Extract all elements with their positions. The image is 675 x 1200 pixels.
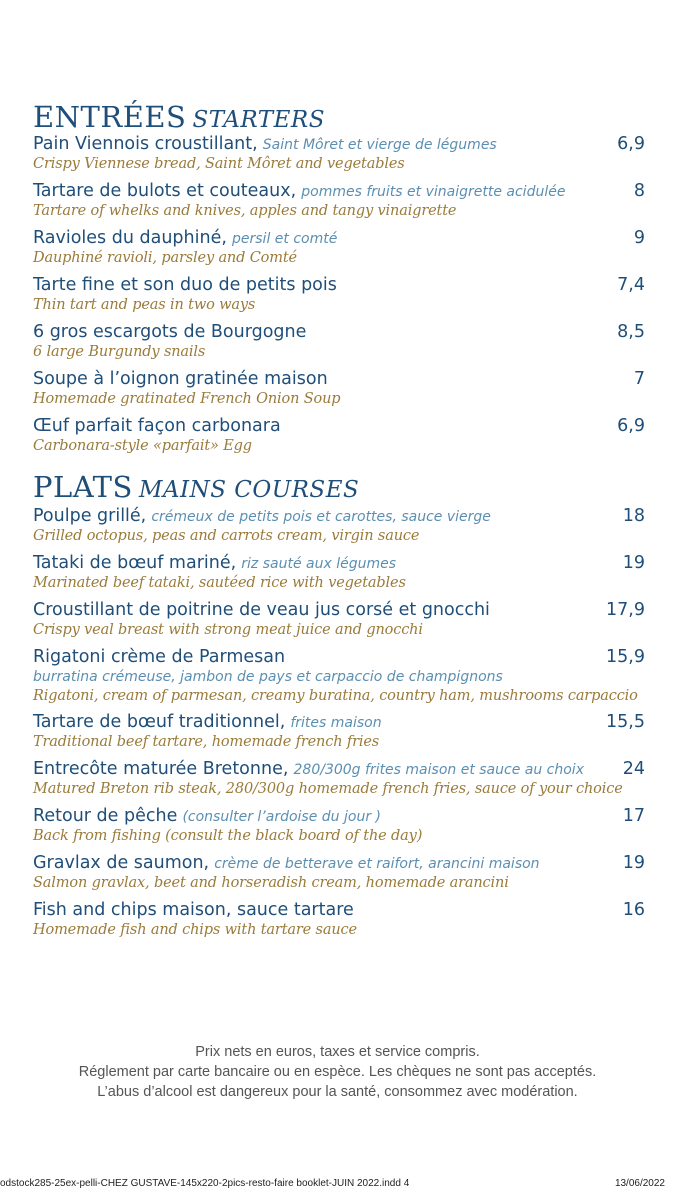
print-slug-date: 13/06/2022 [614,1178,665,1189]
item-english: Grilled octopus, peas and carrots cream, virgin sauce [33,528,420,544]
starters-heading [33,100,325,134]
mains-heading [33,470,359,504]
item-name: Retour de pêche [33,806,178,826]
menu-item [33,228,645,270]
item-detail: pommes fruits et vinaigrette acidulée [301,184,566,200]
item-name: Entrecôte maturée Bretonne, [33,759,289,779]
item-name: Tartare de bœuf traditionnel, [33,712,286,732]
item-detail: 280/300g frites maison et sauce au choix [293,762,584,778]
item-price: 7 [633,369,645,389]
item-name: Pain Viennois croustillant, [33,134,258,154]
item-price: 15,9 [606,647,645,667]
item-english: Carbonara-style «parfait» Egg [33,438,252,454]
item-price: 8 [633,181,645,201]
menu-item [33,134,645,176]
menu-item [33,322,645,364]
menu-item [33,759,645,801]
item-english: Tartare of whelks and knives, apples and tangy vinaigrette [33,203,457,219]
footer-line: Prix nets en euros, taxes et service compris. [195,1044,480,1060]
item-english: Homemade gratinated French Onion Soup [33,391,341,407]
menu-item [33,553,645,595]
menu-item [33,600,645,642]
starters-title-en: STARTERS [192,107,326,133]
item-english: Traditional beef tartare, homemade french fries [33,734,380,750]
item-english: Matured Breton rib steak, 280/300g homemade french fries, sauce of your choice [33,781,623,797]
item-english: Crispy veal breast with strong meat juice and gnocchi [33,622,423,638]
item-price: 17,9 [606,600,645,620]
item-price: 19 [622,553,645,573]
menu-item [33,900,645,942]
starters-title-fr: ENTRÉES [33,100,187,134]
item-price: 9 [633,228,645,248]
menu-item [33,416,645,458]
item-price: 6,9 [617,134,645,154]
item-price: 15,5 [606,712,645,732]
item-name: Soupe à l’oignon gratinée maison [33,369,328,389]
item-english: Crispy Viennese bread, Saint Môret and vegetables [33,156,405,172]
item-english: Rigatoni, cream of parmesan, creamy buratina, country ham, mushrooms carpaccio [33,688,638,704]
item-name: Rigatoni crème de Parmesan [33,647,286,667]
menu-item [33,506,645,548]
item-price: 19 [622,853,645,873]
item-english: Dauphiné ravioli, parsley and Comté [33,250,297,266]
menu-item [33,369,645,411]
item-price: 18 [622,506,645,526]
item-english: Homemade fish and chips with tartare sauce [33,922,357,938]
item-english: 6 large Burgundy snails [33,344,206,360]
print-slug-file: odstock285-25ex-pelli-CHEZ GUSTAVE-145x220-2pics-resto-faire booklet-JUIN 2022.indd 4 [0,1178,410,1189]
item-name: Ravioles du dauphiné, [33,228,227,248]
menu-item [33,647,645,708]
item-detail: crème de betterave et raifort, arancini maison [214,856,540,872]
item-name: Tarte fine et son duo de petits pois [33,275,337,295]
item-english: Marinated beef tataki, sautéed rice with vegetables [33,575,406,591]
item-detail: burratina crémeuse, jambon de pays et carpaccio de champignons [33,669,503,685]
item-price: 24 [622,759,645,779]
item-name: Poulpe grillé, [33,506,147,526]
mains-title-en: MAINS COURSES [138,477,360,503]
item-price: 17 [622,806,645,826]
item-price: 6,9 [617,416,645,436]
menu-item [33,806,645,848]
menu-item [33,275,645,317]
menu-item [33,181,645,223]
item-name: Tataki de bœuf mariné, [33,553,237,573]
item-detail: (consulter l’ardoise du jour ) [182,809,381,825]
item-name: Croustillant de poitrine de veau jus corsé et gnocchi [33,600,490,620]
item-detail: crémeux de petits pois et carottes, sauce vierge [151,509,491,525]
footer-notice [0,1042,675,1102]
item-name: 6 gros escargots de Bourgogne [33,322,307,342]
item-detail: frites maison [290,715,382,731]
item-price: 8,5 [617,322,645,342]
item-name: Œuf parfait façon carbonara [33,416,281,436]
item-price: 7,4 [617,275,645,295]
mains-title-fr: PLATS [33,470,133,504]
item-name: Gravlax de saumon, [33,853,210,873]
item-english: Thin tart and peas in two ways [33,297,256,313]
item-detail: Saint Môret et vierge de légumes [262,137,497,153]
footer-line: Réglement par carte bancaire ou en espèce. Les chèques ne sont pas acceptés. [78,1064,597,1080]
footer-line: L’abus d’alcool est dangereux pour la santé, consommez avec modération. [97,1084,578,1100]
item-english: Salmon gravlax, beet and horseradish cream, homemade arancini [33,875,509,891]
item-name: Tartare de bulots et couteaux, [33,181,297,201]
item-detail: riz sauté aux légumes [241,556,397,572]
item-english: Back from fishing (consult the black board of the day) [33,828,423,844]
item-name: Fish and chips maison, sauce tartare [33,900,354,920]
item-detail: persil et comté [232,231,338,247]
menu-item [33,712,645,754]
menu-item [33,853,645,895]
item-price: 16 [622,900,645,920]
